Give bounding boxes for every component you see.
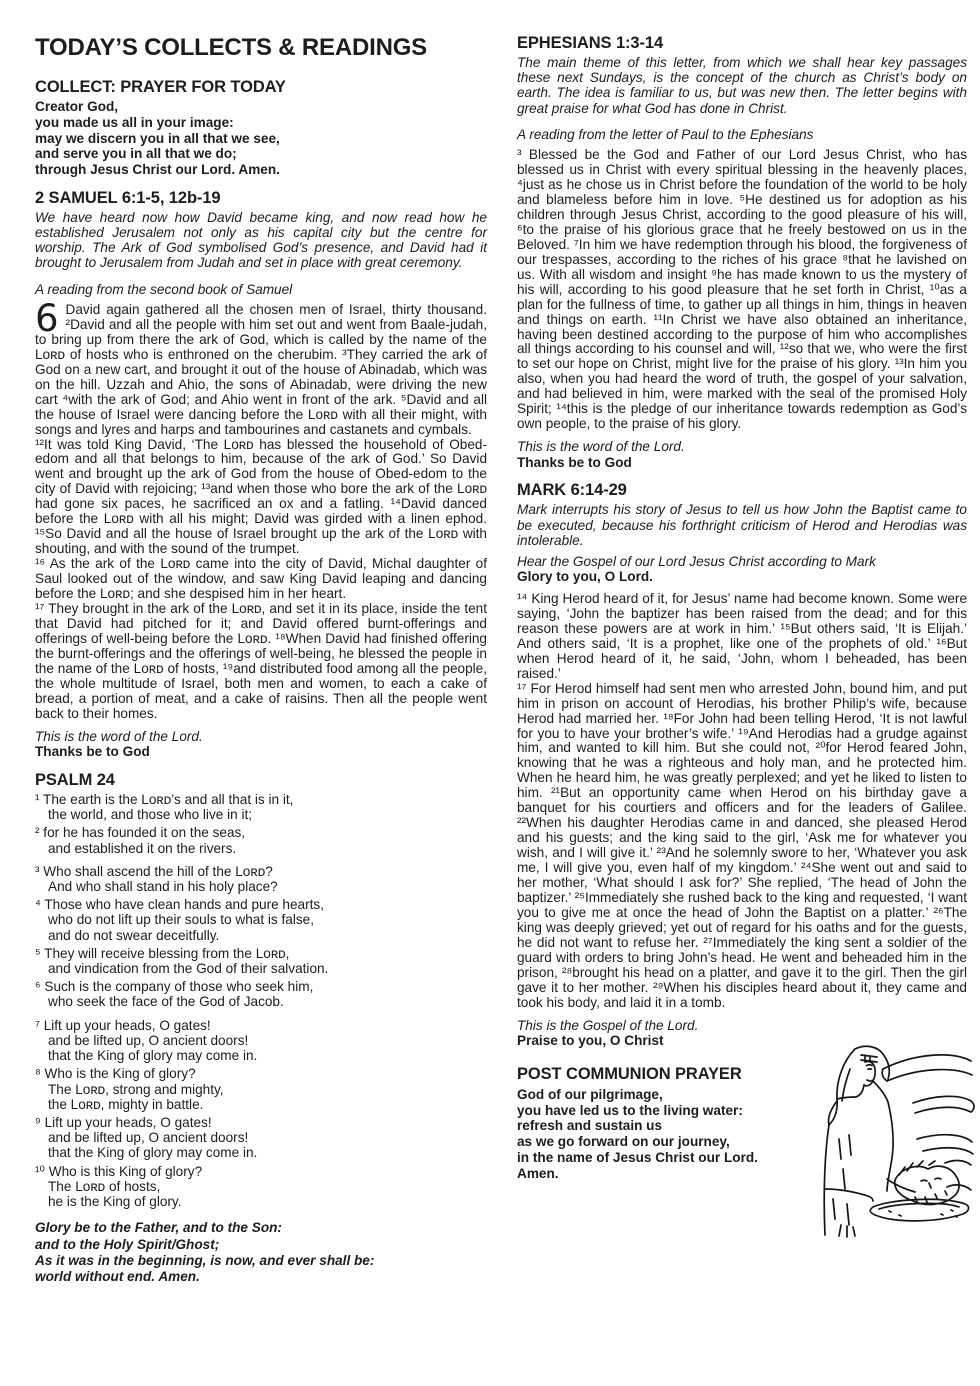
gloria-line: Glory be to the Father, and to the Son: — [35, 1220, 282, 1236]
samuel-reading-p4: ¹⁷ They brought in the ark of the Lᴏʀᴅ, and set it in its place, inside the tent that David had pitched for it; and David offered burnt-offerings and offerings of well-being before the Lᴏʀᴅ. ¹⁸When David had finished offering the burnt-offerings and the offerings of well-being, he blessed the people in the name of the Lᴏʀᴅ of hosts, ¹⁹and distributed food among all the people, the whole multitude of Israel, both men and women, to each a cake of bread, a portion of meat, and a cake of raisins. Then all the people went back to their homes. — [35, 600, 487, 721]
post-communion-text — [517, 1065, 825, 1182]
psalm-verse-3 — [35, 864, 487, 894]
ephesians-intro: The main theme of this letter, from which we shall hear key passages these next Sundays, is the concept of the church as Christ’s body on earth. The idea is familiar to us, but was new then. The letter begins with great praise for what God has done in Christ. — [517, 55, 967, 116]
gloria-patri — [35, 1220, 487, 1285]
post-communion-prayer — [517, 1087, 825, 1182]
psalm-line: the world, and those who live in it; — [48, 807, 253, 823]
psalm-line: and vindication from the God of their salvation. — [48, 961, 329, 977]
post-communion-line: Amen. — [517, 1165, 559, 1181]
collect-line: you made us all in your image: — [35, 114, 234, 130]
post-communion-line: you have led us to the living water: — [517, 1102, 743, 1118]
collect-prayer — [35, 99, 487, 178]
psalm-line: ⁹ Lift up your heads, O gates! — [35, 1115, 212, 1131]
psalm-line: that the King of glory may come in. — [48, 1145, 258, 1161]
ephesians-response: Thanks be to God — [517, 454, 632, 470]
psalm-line: and do not swear deceitfully. — [48, 927, 220, 943]
psalm-verse-2 — [35, 825, 487, 855]
psalm-line: who seek the face of the God of Jacob. — [48, 994, 284, 1010]
mark-word-line: This is the Gospel of the Lord. — [517, 1017, 699, 1033]
ephesians-heading: EPHESIANS 1:3-14 — [517, 34, 664, 52]
psalm-line: The Lᴏʀᴅ, strong and mighty, — [48, 1081, 224, 1097]
gloria-line: and to the Holy Spirit/Ghost; — [35, 1236, 220, 1252]
salome-head-of-john-illustration — [795, 1039, 975, 1239]
collect-line: through Jesus Christ our Lord. Amen. — [35, 162, 280, 178]
psalm-line: ⁶ Such is the company of those who seek him, — [35, 979, 314, 995]
ephesians-word-line: This is the word of the Lord. — [517, 439, 685, 455]
samuel-reading-p1 — [35, 296, 487, 438]
psalm-line: ⁵ They will receive blessing from the Lᴏʀᴅ, — [35, 945, 290, 961]
psalm-verse-4 — [35, 897, 487, 943]
psalm-line: and be lifted up, O ancient doors! — [48, 1130, 249, 1146]
psalm-verse-7 — [35, 1018, 487, 1064]
mark-response: Praise to you, O Christ — [517, 1033, 664, 1049]
psalm-verse-8 — [35, 1066, 487, 1112]
psalm-verse-1 — [35, 792, 487, 822]
samuel-reading-line: A reading from the second book of Samuel — [35, 281, 293, 297]
left-column — [35, 34, 487, 1286]
post-communion-line: God of our pilgrimage, — [517, 1086, 663, 1102]
post-communion-heading: POST COMMUNION PRAYER — [517, 1064, 742, 1083]
post-communion-section — [517, 1065, 967, 1260]
mark-gospel-p2: ¹⁷ For Herod himself had sent men who arrested John, bound him, and put him in prison on account of Herodias, his brother Philip’s wife, because Herod had married her. ¹⁸For John had been telling Herod, ‘It is not lawful for you to have your brother’s wife.’ ¹⁹And Herodias had a grudge against him, and wanted to kill him. But she could not, ²⁰for Herod feared John, knowing that he was a righteous and holy man, and he protected him. When he heard him, he was greatly perplexed; and yet he liked to listen to him. ²¹But an opportunity came when Herod on his birthday gave a banquet for his courtiers and officers and for the leaders of Galilee. ²²When his daughter Herodias came in and danced, she pleased Herod and his guests; and the king said to the girl, ‘Ask me for whatever you wish, and I will give it.’ ²³And he solemnly swore to her, ‘Whatever you ask me, I will give you, even half of my kingdom.’ ²⁴She went out and said to her mother, ‘What should I ask for?’ She replied, ‘The head of John the baptizer.’ ²⁵Immediately she rushed back to the king and requested, ‘I want you to give me at once the head of John the Baptist on a platter.’ ²⁶The king was deeply grieved; yet out of regard for his oaths and for the guests, he did not want to refuse her. ²⁷Immediately the king sent a soldier of the guard with orders to bring John’s head. He went and beheaded him in the prison, ²⁸brought his head on a platter, and gave it to the girl. Then the girl gave it to her mother. ²⁹When his disciples heard about it, they came and took his body, and laid it in a tomb. — [517, 680, 967, 1010]
samuel-intro: We have heard now how David became king, and now read how he established Jerusalem not only as his capital city but the centre for worship. The Ark of God symbolised God’s presence, and David had it brought to Jerusalem from Judah and set in place with great ceremony. — [35, 209, 487, 271]
psalm-line: and be lifted up, O ancient doors! — [48, 1032, 249, 1048]
gloria-line: As it was in the beginning, is now, and ever shall be: — [35, 1252, 375, 1268]
samuel-reading-p1-text: David again gathered all the chosen men of Israel, thirty thousand. ²David and all the people with him set out and went from Baale-judah, to bring up from there the ark of God, which is called by the name of the Lᴏʀᴅ of hosts who is enthroned on the cherubim. ³They carried the ark of God on a new cart, and brought it out of the house of Abinadab, which was on the hill. Uzzah and Ahio, the sons of Abinadab, were driving the new cart ⁴with the ark of God; and Ahio went in front of the ark. ⁵David and all the house of Israel were dancing before the Lᴏʀᴅ with all their might, with songs and lyres and harps and tambourines and castanets and cymbals. — [35, 301, 487, 437]
psalm-line: who do not lift up their souls to what is false, — [48, 912, 314, 928]
right-column — [517, 34, 967, 1286]
psalm-heading: PSALM 24 — [35, 770, 115, 789]
psalm-line: that the King of glory may come in. — [48, 1048, 258, 1064]
samuel-word-line: This is the word of the Lord. — [35, 728, 203, 744]
psalm-line: ² for he has founded it on the seas, — [35, 825, 246, 841]
collect-line: Creator God, — [35, 99, 119, 114]
samuel-heading: 2 SAMUEL 6:1-5, 12b-19 — [35, 188, 221, 207]
post-communion-line: as we go forward on our journey, — [517, 1134, 730, 1150]
samuel-response: Thanks be to God — [35, 744, 150, 760]
psalm-line: The Lᴏʀᴅ of hosts, — [48, 1178, 161, 1194]
psalm-line: ¹ The earth is the Lᴏʀᴅ’s and all that is in it, — [35, 791, 294, 807]
chapter-dropcap: 6 — [35, 296, 59, 340]
psalm-line: And who shall stand in his holy place? — [48, 878, 278, 894]
psalm-verse-10 — [35, 1164, 487, 1210]
samuel-reading-p2: ¹²It was told King David, ‘The Lᴏʀᴅ has blessed the household of Obed-edom and all that belongs to him, because of the ark of God.’ So David went and brought up the ark of God from the house of Obed-edom to the city of David with rejoicing; ¹³and when those who bore the ark of the Lᴏʀᴅ had gone six paces, he sacrificed an ox and a fatling. ¹⁴David danced before the Lᴏʀᴅ with all his might; David was girded with a linen ephod. ¹⁵So David and all the house of Israel brought up the ark of the Lᴏʀᴅ with shouting, and with the sound of the trumpet. — [35, 436, 487, 557]
mark-heading: MARK 6:14-29 — [517, 481, 627, 500]
psalm-line: he is the King of glory. — [48, 1194, 182, 1210]
psalm-line: ⁴ Those who have clean hands and pure hearts, — [35, 897, 324, 913]
mark-gospel-p1: ¹⁴ King Herod heard of it, for Jesus’ name had become known. Some were saying, ‘John the baptizer has been raised from the dead; and for this reason these powers are at work in him.’ ¹⁵But others said, ‘It is Elijah.’ And others said, ‘It is a prophet, like one of the prophets of old.’ ¹⁶But when Herod heard of it, he said, ‘John, whom I beheaded, has been raised.’ — [517, 590, 967, 681]
psalm-line: and established it on the rivers. — [48, 840, 237, 856]
collect-line: may we discern you in all that we see, — [35, 130, 280, 146]
psalm-line: the Lᴏʀᴅ, mighty in battle. — [48, 1096, 204, 1112]
psalm-line: ³ Who shall ascend the hill of the Lᴏʀᴅ? — [35, 863, 273, 879]
gloria-line: world without end. Amen. — [35, 1269, 200, 1285]
collect-heading: COLLECT: PRAYER FOR TODAY — [35, 78, 286, 96]
ephesians-reading-line: A reading from the letter of Paul to the Ephesians — [517, 126, 814, 142]
psalm-verse-9 — [35, 1115, 487, 1161]
samuel-reading-p3: ¹⁶ As the ark of the Lᴏʀᴅ came into the city of David, Michal daughter of Saul looked out of the window, and saw King David leaping and dancing before the Lᴏʀᴅ; and she despised him in her heart. — [35, 556, 487, 602]
collect-line: and serve you in all that we do; — [35, 146, 237, 162]
mark-acclamation: Glory to you, O Lord. — [517, 569, 653, 585]
psalm-line: ¹⁰ Who is this King of glory? — [35, 1163, 203, 1179]
post-communion-line: refresh and sustain us — [517, 1118, 663, 1134]
mark-gospel-line: Hear the Gospel of our Lord Jesus Christ according to Mark — [517, 554, 876, 570]
psalm-line: ⁸ Who is the King of glory? — [35, 1066, 196, 1082]
psalm-verse-6 — [35, 979, 487, 1009]
page-title: TODAY’S COLLECTS & READINGS — [35, 34, 427, 61]
psalm-line: ⁷ Lift up your heads, O gates! — [35, 1017, 211, 1033]
post-communion-line: in the name of Jesus Christ our Lord. — [517, 1149, 758, 1165]
ephesians-reading-body: ³ Blessed be the God and Father of our Lord Jesus Christ, who has blessed us in Christ with every spiritual blessing in the heavenly places, ⁴just as he chose us in Christ before the foundation of the world to be holy and blameless before him in love. ⁵He destined us for adoption as his children through Jesus Christ, according to the good pleasure of his will, ⁶to the praise of his glorious grace that he freely bestowed on us in the Beloved. ⁷In him we have redemption through his blood, the forgiveness of our trespasses, according to the riches of his grace ⁸that he lavished on us. With all wisdom and insight ⁹he has made known to us the mystery of his will, according to his good pleasure that he set forth in Christ, ¹⁰as a plan for the fullness of time, to gather up all things in him, things in heaven and things on earth. ¹¹In Christ we have also obtained an inheritance, having been destined according to the purpose of him who accomplishes all things according to his counsel and will, ¹²so that we, who were the first to set our hope on Christ, might live for the praise of his glory. ¹³In him you also, when you had heard the word of truth, the gospel of your salvation, and had believed in him, were marked with the seal of the promised Holy Spirit; ¹⁴this is the pledge of our inheritance towards redemption as God’s own people, to the praise of his glory. — [517, 147, 967, 432]
psalm-verse-5 — [35, 946, 487, 976]
mark-intro: Mark interrupts his story of Jesus to tell us how John the Baptist came to be executed, because his forthright criticism of Herod and Herodias was intolerable. — [517, 502, 967, 548]
